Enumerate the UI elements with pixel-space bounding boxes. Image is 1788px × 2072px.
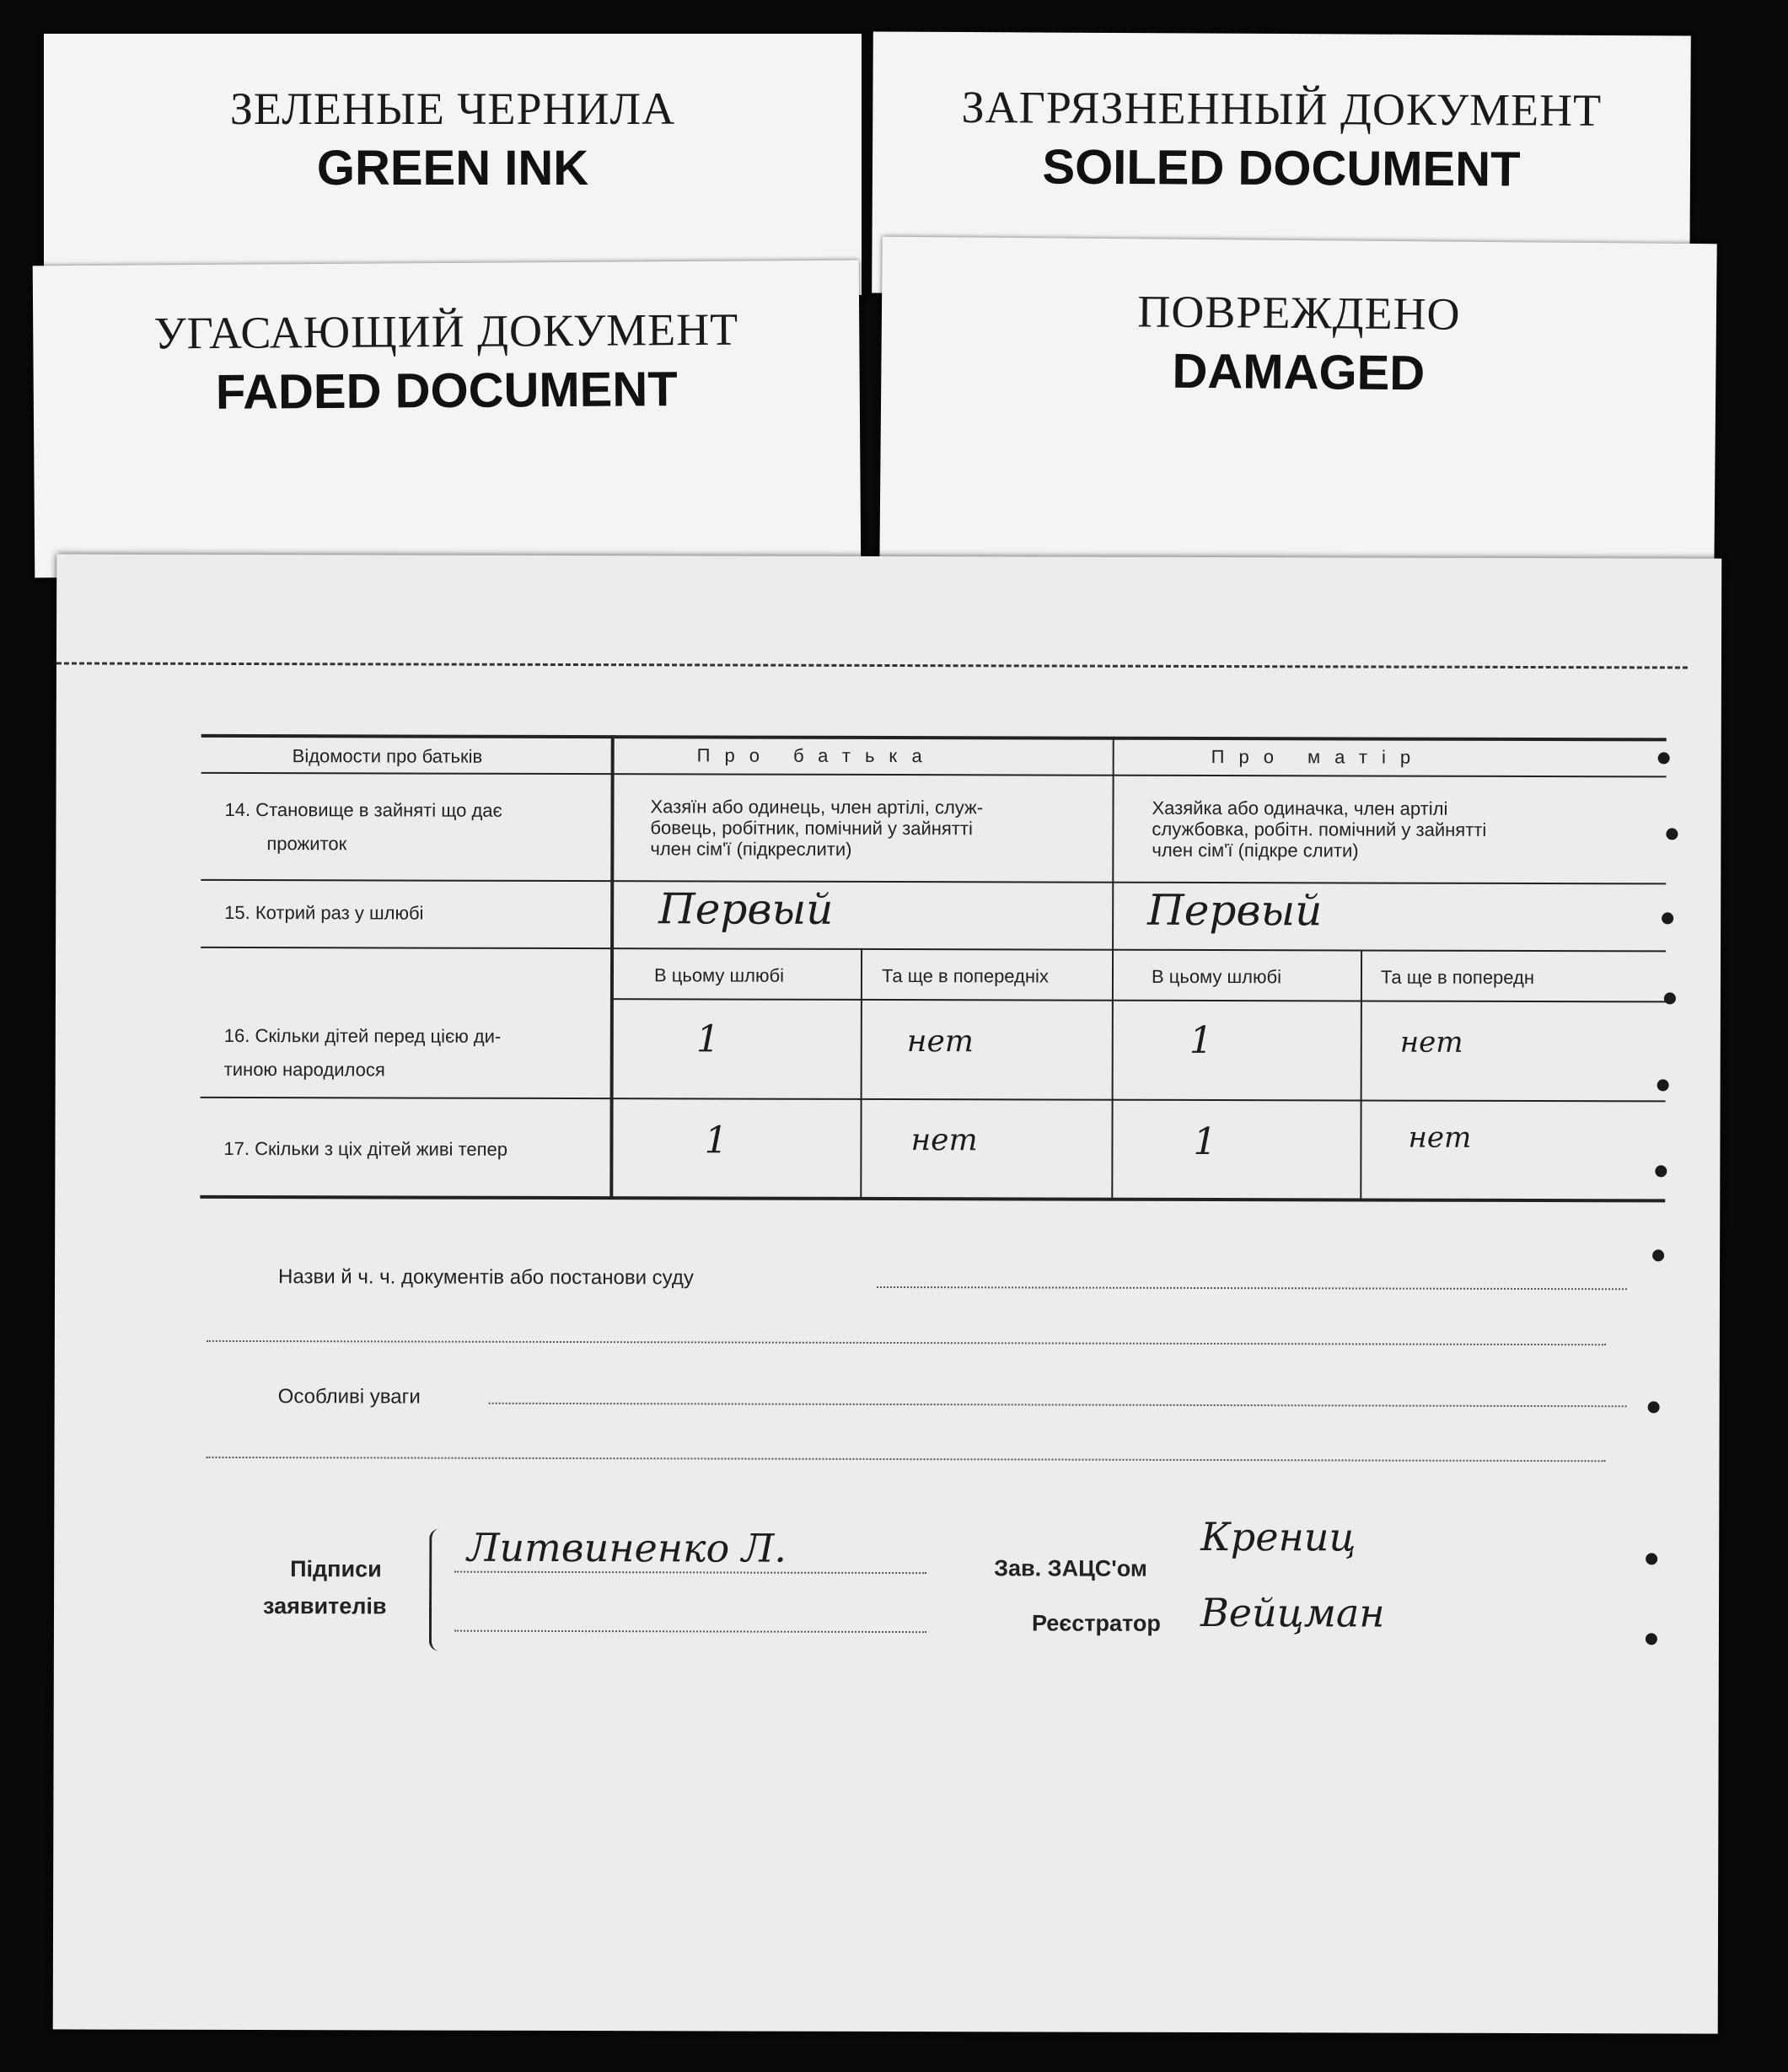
table-top-rule bbox=[201, 734, 1667, 742]
subheader-mother-this: В цьому шлюбі bbox=[1151, 965, 1282, 988]
notes-label: Особливі уваги bbox=[277, 1385, 421, 1409]
row14-label-cont: прожиток bbox=[266, 833, 347, 855]
row15-mother-value: Первый bbox=[1147, 885, 1323, 936]
binding-hole bbox=[1664, 992, 1676, 1004]
documents-line bbox=[207, 1340, 1606, 1345]
registry-head-label: Зав. ЗАЦС'ом bbox=[994, 1555, 1147, 1581]
binding-hole bbox=[1646, 1553, 1657, 1565]
binding-hole bbox=[1666, 828, 1678, 840]
row16-mother-previous: нет bbox=[1399, 1025, 1463, 1060]
applicants-signature-label: Підписи bbox=[290, 1556, 382, 1582]
label-ru: УГАСАЮЩИЙ ДОКУМЕНТ bbox=[153, 303, 739, 359]
header-father: Про батька bbox=[696, 744, 937, 767]
row16-mother-this: 1 bbox=[1189, 1018, 1213, 1063]
label-en: GREEN INK bbox=[316, 141, 589, 196]
registrar-signature: Вейцман bbox=[1200, 1589, 1385, 1636]
binding-hole bbox=[1658, 752, 1670, 764]
table-rule bbox=[201, 1097, 1666, 1103]
label-ru: ПОВРЕЖДЕНО bbox=[1137, 286, 1461, 340]
signature-brace bbox=[429, 1529, 443, 1651]
row17-mother-previous: нет bbox=[1408, 1120, 1472, 1155]
table-col-divider bbox=[1111, 737, 1114, 1200]
record-sheet bbox=[53, 554, 1722, 2033]
subheader-mother-previous: Та ще в попередн bbox=[1380, 966, 1535, 989]
table-rule bbox=[201, 879, 1666, 885]
binding-hole bbox=[1657, 1079, 1669, 1091]
header-parents-info: Відомости про батьків bbox=[292, 745, 483, 767]
row17-label: 17. Скільки з ціх дітей живі тепер bbox=[223, 1137, 508, 1160]
label-card-green-ink bbox=[44, 34, 862, 295]
row14-mother-options: Хазяйка або одиначка, член артілі bbox=[1152, 797, 1448, 819]
label-en: FADED DOCUMENT bbox=[215, 362, 678, 420]
notes-line bbox=[489, 1403, 1627, 1408]
label-ru: ЗЕЛЕНЫЕ ЧЕРНИЛА bbox=[229, 83, 676, 134]
table-col-divider bbox=[860, 948, 862, 1200]
binding-hole bbox=[1646, 1633, 1657, 1645]
row17-father-this: 1 bbox=[704, 1119, 728, 1162]
table-col-divider bbox=[1360, 949, 1362, 1200]
table-rule bbox=[201, 947, 1666, 953]
signature-line bbox=[454, 1630, 926, 1633]
table-rule bbox=[612, 998, 1666, 1002]
row14-father-options: Хазяїн або одинець, член артілі, служ- bbox=[650, 796, 984, 819]
row17-mother-this: 1 bbox=[1193, 1119, 1217, 1164]
label-en: SOILED DOCUMENT bbox=[1042, 139, 1521, 197]
row14-father-options: член сім'ї (підкреслити) bbox=[650, 838, 852, 860]
row14-mother-options: службовка, робітн. помічний у зайнятті bbox=[1152, 818, 1487, 840]
perforation-line bbox=[56, 662, 1688, 668]
row14-mother-options: член сім'ї (підкре слити) bbox=[1152, 839, 1359, 862]
header-mother: Про матір bbox=[1211, 746, 1426, 768]
table-col-divider bbox=[609, 735, 614, 1199]
documents-line bbox=[877, 1286, 1627, 1290]
applicant-signature: Литвиненко Л. bbox=[467, 1524, 787, 1571]
documents-label: Назви й ч. ч. документів або постанови суду bbox=[278, 1265, 694, 1290]
row17-father-previous: нет bbox=[910, 1123, 978, 1158]
row16-label: 16. Скільки дітей перед цією ди- bbox=[223, 1024, 502, 1047]
notes-line bbox=[206, 1457, 1605, 1462]
row16-father-previous: нет bbox=[906, 1024, 974, 1060]
label-card-damaged bbox=[879, 237, 1716, 582]
label-en: DAMAGED bbox=[1172, 343, 1426, 401]
row14-father-options: бовець, робітник, помічний у зайнятті bbox=[650, 817, 973, 840]
binding-hole bbox=[1648, 1401, 1660, 1413]
table-bottom-rule bbox=[200, 1195, 1665, 1203]
row15-label: 15. Котрий раз у шлюбі bbox=[224, 901, 424, 924]
row14-label: 14. Становище в зайняті що дає bbox=[224, 798, 502, 821]
row16-label-cont: тиною народилося bbox=[223, 1058, 385, 1081]
label-ru: ЗАГРЯЗНЕННЫЙ ДОКУМЕНТ bbox=[961, 82, 1603, 136]
registrar-label: Реєстратор bbox=[1031, 1610, 1161, 1636]
table-rule bbox=[201, 772, 1667, 778]
row16-father-this: 1 bbox=[695, 1017, 720, 1061]
registry-head-signature: Крениц bbox=[1200, 1513, 1356, 1560]
binding-hole bbox=[1652, 1249, 1664, 1261]
subheader-father-previous: Та ще в попередніх bbox=[881, 964, 1049, 987]
label-card-faded-document bbox=[33, 260, 862, 578]
row15-father-value: Первый bbox=[658, 884, 834, 934]
subheader-father-this: В цьому шлюбі bbox=[653, 964, 785, 986]
binding-hole bbox=[1655, 1165, 1667, 1177]
signature-line bbox=[454, 1571, 926, 1574]
binding-hole bbox=[1662, 912, 1673, 924]
applicants-signature-label-cont: заявителів bbox=[262, 1593, 387, 1619]
